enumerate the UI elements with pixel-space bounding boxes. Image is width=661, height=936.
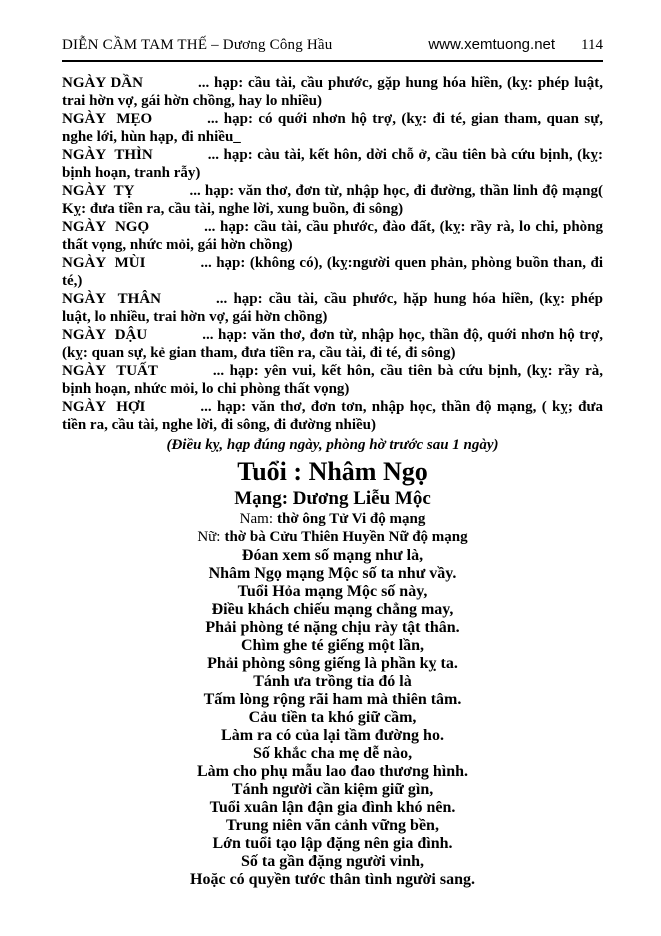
- day-entry-tuat: [62, 362, 603, 398]
- poem-line: Phải phòng sông giếng là phần kỵ ta.: [207, 655, 458, 672]
- day-label: NGÀY TỴ: [62, 183, 135, 199]
- day-text: ... hạp: có quới nhơn hộ trợ, (kỵ: đi té, gian tham, quan sự, nghe lới, hùn hạp, đi nhiều_: [62, 111, 603, 145]
- day-entry-than: [62, 290, 603, 326]
- poem-line: Số ta gần đặng người vinh,: [241, 853, 424, 870]
- day-text: ... hạp: yên vui, kết hôn, cầu tiên bà cứu bịnh, (kỵ: rầy rà, bịnh hoạn, nhức mỏi, lo chi phòng thất vọng): [62, 363, 604, 397]
- day-entry-hoi: [62, 398, 603, 434]
- day-label: NGÀY MÙI: [62, 255, 146, 271]
- day-entry-dan: [62, 74, 603, 110]
- poem-line: Tấm lòng rộng rãi ham mà thiên tâm.: [203, 691, 462, 708]
- poem-line: Làm cho phụ mẫu lao đao thương hình.: [197, 763, 468, 780]
- day-entry-dau: [62, 326, 603, 362]
- fortune-poem: [62, 547, 603, 889]
- poem-line: Chìm ghe té giếng một lần,: [240, 637, 425, 654]
- day-label: NGÀY NGỌ: [62, 219, 150, 235]
- website-url: www.xemtuong.net: [428, 36, 556, 53]
- day-label: NGÀY THÌN: [62, 147, 153, 163]
- poem-line: Lớn tuổi tạo lập đặng nên gia đình.: [212, 835, 453, 852]
- male-worship-line: [62, 510, 603, 528]
- poem-line: Tánh ưa trồng tỉa đó là: [253, 673, 412, 690]
- poem-line: Làm ra có của lại tầm đường ho.: [221, 727, 444, 744]
- destiny-subtitle: Mạng: Dương Liễu Mộc: [234, 488, 431, 509]
- day-entry-ngo: [62, 218, 603, 254]
- day-label: NGÀY TUẤT: [62, 363, 158, 379]
- day-label: NGÀY HỢI: [62, 399, 146, 415]
- age-title: Tuổi : Nhâm Ngọ: [237, 457, 428, 486]
- poem-line: Điều khách chiếu mạng chẳng may,: [211, 601, 454, 618]
- poem-line: Tuổi Hỏa mạng Mộc số này,: [237, 583, 428, 600]
- day-label: NGÀY DẬU: [62, 327, 148, 343]
- day-text: ... hạp: văn thơ, đơn từ, nhập học, thần độ, quới nhơn hộ trợ, (kỵ: quan sự, kẻ gian tham, đưa tiền ra, cầu tài, đi té, đi sông): [62, 327, 603, 361]
- day-text: ... hạp: văn thơ, đơn tơn, nhập học, thần độ mạng, ( kỵ; đưa tiền ra, cầu tài, nghe lời, đi sông, đi đường nhiều): [62, 399, 603, 433]
- poem-line: Tuổi xuân lận đận gia đình khó nên.: [209, 799, 456, 816]
- day-label: NGÀY MẸO: [62, 111, 153, 127]
- day-text: ... hạp: cầu tài, cầu phước, gặp hung hóa hiền, (kỵ: phép luật, trai hờn vợ, gái hờn chồng, hay lo nhiều): [62, 75, 603, 109]
- poem-line: Nhâm Ngọ mạng Mộc số ta như vầy.: [208, 565, 457, 582]
- female-label: Nữ:: [197, 529, 221, 545]
- book-title: DIỄN CẦM TAM THẾ – Dương Công Hầu: [62, 37, 333, 53]
- day-text: ... hạp: văn thơ, đơn từ, nhập học, đi đường, thần linh độ mạng( Kỵ: đưa tiền ra, cầu tài, nghe lời, xung buồn, đi sông): [62, 183, 603, 217]
- female-worship-line: [62, 528, 603, 546]
- day-entry-thin: [62, 146, 603, 182]
- poem-line: Đóan xem số mạng như là,: [241, 547, 424, 564]
- taboo-note: (Điều kỵ, hạp đúng ngày, phòng hờ trước sau 1 ngày): [166, 437, 499, 453]
- header-right: [428, 36, 603, 54]
- day-text: ... hạp: cầu tài, cầu phước, đào đất, (kỵ: rầy rà, lo chi, phòng thất vọng, nhức mỏi, gái hờn chồng): [62, 219, 603, 253]
- day-entry-ty: [62, 182, 603, 218]
- page-number: 114: [581, 37, 603, 53]
- day-label: NGÀY DẦN: [62, 75, 143, 91]
- female-text: thờ bà Cửu Thiên Huyền Nữ độ mạng: [224, 529, 468, 545]
- poem-line: Số khắc cha mẹ dễ nào,: [252, 745, 413, 762]
- poem-line: Tánh người cần kiệm giữ gìn,: [231, 781, 434, 798]
- poem-line: Trung niên vãn cảnh vững bền,: [226, 817, 439, 834]
- page-header: [62, 36, 603, 62]
- day-entry-mui: [62, 254, 603, 290]
- day-entries: [62, 74, 603, 434]
- male-text: thờ ông Tử Vi độ mạng: [277, 511, 426, 527]
- day-label: NGÀY THÂN: [62, 291, 162, 307]
- male-label: Nam:: [239, 511, 273, 527]
- poem-line: Hoặc có quyền tước thân tình người sang.: [190, 871, 475, 888]
- day-entry-meo: [62, 110, 603, 146]
- day-text: ... hạp: cầu tài, cầu phước, hặp hung hóa hiền, (kỵ: phép luật, lo nhiều, trai hờn vợ, gái hờn chồng): [62, 291, 603, 325]
- day-text: ... hạp: càu tài, kết hôn, dời chỗ ở, cầu tiên bà cứu bịnh, (kỵ: bịnh hoạn, tranh rẫy): [62, 147, 603, 181]
- poem-line: Phải phòng té nặng chịu rày tật thân.: [205, 619, 460, 636]
- poem-line: Cảu tiền ta khó giữ cầm,: [248, 709, 417, 726]
- day-text: ... hạp: (không có), (kỵ:người quen phản, phòng buồn than, đi té,): [62, 255, 603, 289]
